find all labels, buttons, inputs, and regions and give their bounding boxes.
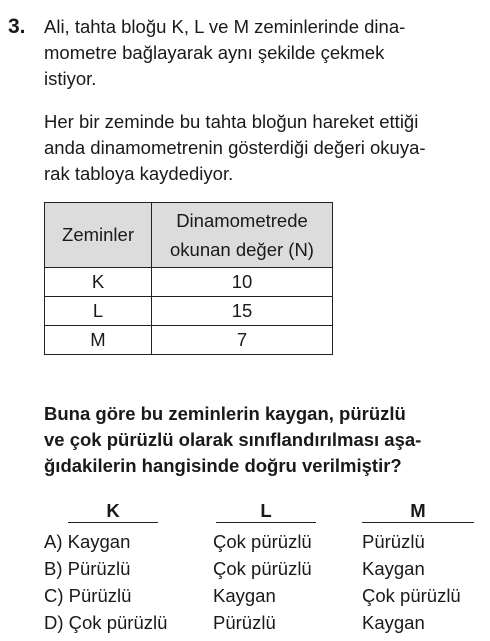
prompt-line: Buna göre bu zeminlerin kaygan, pürüzlü	[44, 403, 406, 424]
header-surfaces: Zeminler	[45, 203, 152, 268]
question-detail	[44, 109, 484, 187]
intro-line: Ali, tahta bloğu K, L ve M zeminlerinde dina-	[44, 16, 406, 37]
option-m-value: Kaygan	[362, 558, 425, 579]
measurement-table	[44, 202, 333, 355]
detail-line: anda dinamometrenin gösterdiği değeri okuya-	[44, 137, 426, 158]
question-number: 3.	[8, 15, 26, 38]
option-k-value: B) Pürüzlü	[44, 558, 131, 579]
surface-cell: L	[45, 297, 152, 326]
option-l-value: Kaygan	[213, 585, 276, 606]
detail-line: Her bir zeminde bu tahta bloğun hareket ettiği	[44, 111, 419, 132]
prompt-line: ğıdakilerin hangisinde doğru verilmiştir?	[44, 455, 402, 476]
table-row	[45, 326, 333, 355]
header-reading-line2: okunan değer (N)	[170, 239, 314, 260]
intro-line: istiyor.	[44, 68, 97, 89]
table-row	[45, 297, 333, 326]
option-m-value: Pürüzlü	[362, 531, 425, 552]
option-k-value: D) Çok pürüzlü	[44, 612, 168, 633]
options-header-k: K	[68, 500, 158, 523]
header-reading-line1: Dinamometrede	[176, 210, 308, 231]
question-prompt	[44, 401, 484, 479]
options-header-m: M	[362, 500, 474, 523]
value-cell: 15	[152, 297, 333, 326]
table-header-row	[45, 203, 333, 268]
detail-line: rak tabloya kaydediyor.	[44, 163, 234, 184]
option-k-value: C) Pürüzlü	[44, 585, 132, 606]
intro-line: mometre bağlayarak aynı şekilde çekmek	[44, 42, 385, 63]
option-l-value: Pürüzlü	[213, 612, 276, 633]
surface-cell: K	[45, 268, 152, 297]
surface-cell: M	[45, 326, 152, 355]
prompt-line: ve çok pürüzlü olarak sınıflandırılması aşa-	[44, 429, 422, 450]
option-l-value: Çok pürüzlü	[213, 558, 312, 579]
header-reading	[152, 203, 333, 268]
question-intro	[44, 14, 484, 92]
table-row	[45, 268, 333, 297]
value-cell: 10	[152, 268, 333, 297]
option-m-value: Kaygan	[362, 612, 425, 633]
option-l-value: Çok pürüzlü	[213, 531, 312, 552]
options-header-l: L	[216, 500, 316, 523]
value-cell: 7	[152, 326, 333, 355]
option-m-value: Çok pürüzlü	[362, 585, 461, 606]
option-k-value: A) Kaygan	[44, 531, 131, 552]
